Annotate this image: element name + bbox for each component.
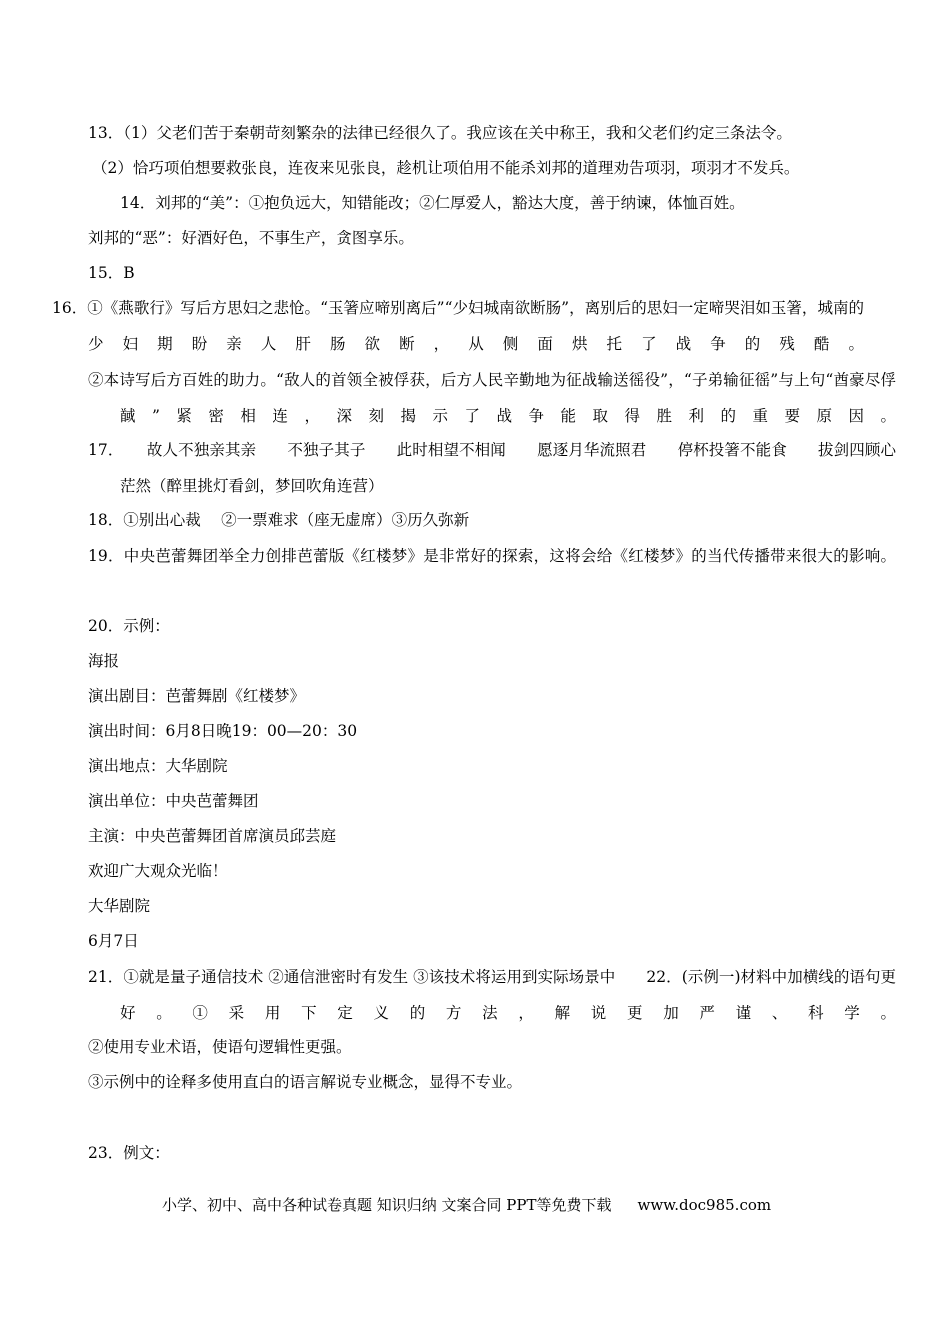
answer-14-part1: 14．刘邦的“美”：①抱负远大，知错能改；②仁厚爱人，豁达大度，善于纳谏，体恤百姓。 (120, 194, 745, 212)
poster-time: 演出时间：6月8日晚19：00—20：30 (88, 722, 358, 740)
poster-lead: 主演：中央芭蕾舞团首席演员邱芸庭 (88, 827, 337, 845)
answer-16-part1: 16．①《燕歌行》写后方思妇之悲怆。“玉箸应啼别离后”“少妇城南欲断肠”，离别后的思妇一定啼哭泪如玉箸，城南的少妇期盼亲人肝肠欲断，从侧面烘托了战争的残酷。 (52, 299, 864, 353)
answer-13-part1: 13．（1）父老们苦于秦朝苛刻繁杂的法律已经很久了。我应该在关中称王，我和父老们约定三条法令。 (88, 124, 792, 142)
poster-sign: 大华剧院 (88, 897, 151, 915)
answer-22-part3: ③示例中的诠释多使用直白的语言解说专业概念，显得不专业。 (88, 1073, 523, 1091)
poster-program: 演出剧目：芭蕾舞剧《红楼梦》 (88, 687, 306, 705)
poster-title: 海报 (88, 652, 120, 670)
poster-venue: 演出地点：大华剧院 (88, 757, 228, 775)
answer-20-heading: 20．示例： (88, 617, 170, 635)
poster-troupe: 演出单位：中央芭蕾舞团 (88, 792, 259, 810)
answer-19: 19．中央芭蕾舞团举全力创排芭蕾版《红楼梦》是非常好的探索，这将会给《红楼梦》的当代传播带来很大的影响。 (88, 547, 896, 565)
footer-url[interactable]: www.doc985.com (637, 1196, 772, 1214)
answer-16-part2: ②本诗写后方百姓的助力。“敌人的首领全被俘获，后方人民辛勤地为征战输送徭役”，“子弟输征徭”与上句“酋豪尽俘馘”紧密相连，深刻揭示了战争能取得胜利的重要原因。 (88, 371, 896, 425)
footer-text: 小学、初中、高中各种试卷真题 知识归纳 文案合同 PPT等免费下载 (162, 1196, 612, 1214)
answer-21-22: 21．①就是量子通信技术 ②通信泄密时有发生 ③该技术将运用到实际场景中 22．(示例一)材料中加横线的语句更好。①采用下定义的方法，解说更加严谨、科学。 (88, 968, 896, 1022)
page-footer (162, 1188, 771, 1223)
poster-date: 6月7日 (88, 932, 139, 950)
answer-22-part2: ②使用专业术语，使语句逻辑性更强。 (88, 1038, 352, 1056)
answer-23-heading: 23．例文： (88, 1144, 170, 1162)
answer-17: 17． 故人不独亲其亲 不独子其子 此时相望不相闻 愿逐月华流照君 停杯投箸不能食 拔剑四顾心茫然（醉里挑灯看剑，梦回吹角连营） (88, 441, 896, 495)
answer-14-part2: 刘邦的“恶”：好酒好色，不事生产，贪图享乐。 (88, 229, 414, 247)
answer-13-part2: （2）恰巧项伯想要救张良，连夜来见张良，趁机让项伯用不能杀刘邦的道理劝告项羽，项羽才不发兵。 (92, 159, 800, 177)
answer-15: 15．B (88, 264, 135, 282)
poster-welcome: 欢迎广大观众光临！ (88, 862, 228, 880)
answer-18: 18．①别出心裁 ②一票难求（座无虚席）③历久弥新 (88, 511, 470, 529)
